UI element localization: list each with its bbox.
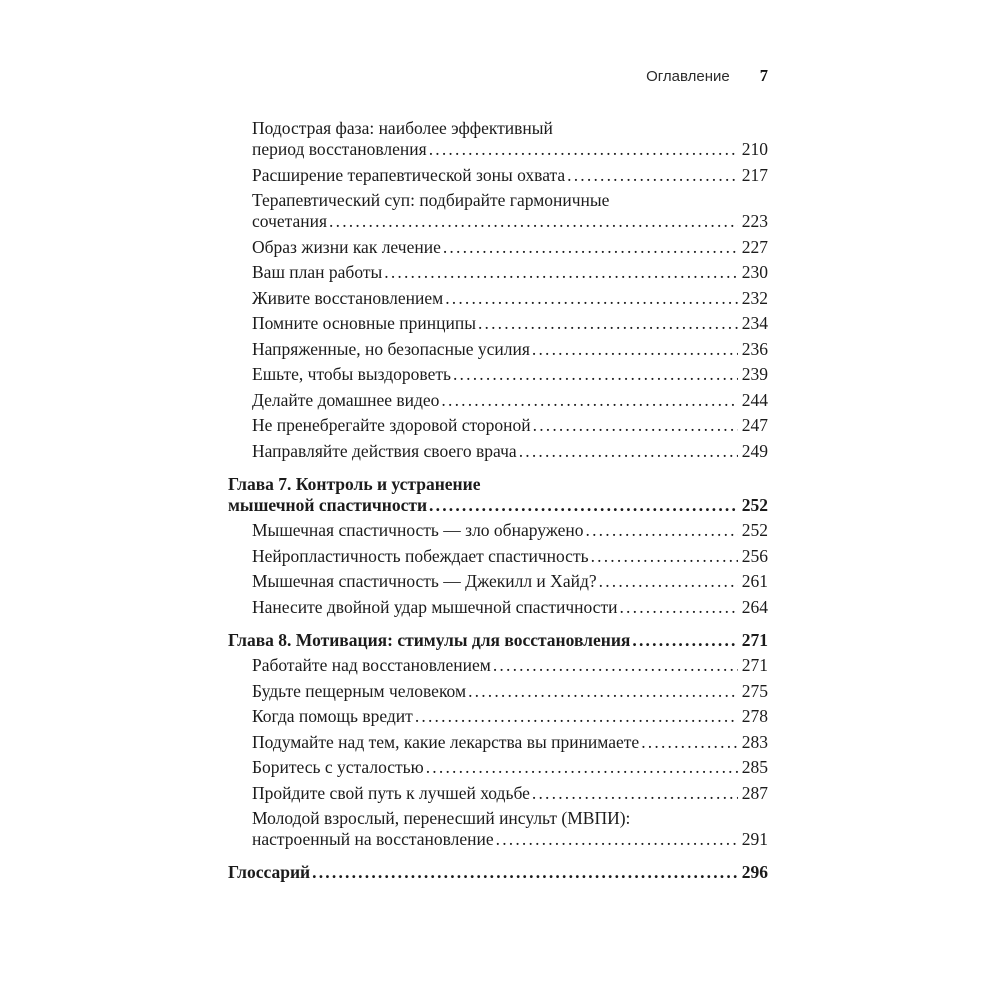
- toc-entry: [228, 706, 768, 727]
- toc-entry-main-line: [228, 862, 768, 883]
- toc-entry: [228, 757, 768, 778]
- toc-entry-main-line: [252, 783, 768, 804]
- toc-entry-title: Делайте домашнее видео: [252, 389, 440, 410]
- toc-entry-main-line: [252, 364, 768, 385]
- toc-entry-main-line: [228, 495, 768, 516]
- toc-entry-page-number: 227: [741, 236, 768, 257]
- toc-entry-title: период восстановления: [252, 139, 427, 159]
- toc-entry-page-number: 264: [741, 596, 768, 617]
- toc-entry: [228, 190, 768, 232]
- toc-entry: [228, 732, 768, 753]
- dot-leader: [429, 495, 738, 516]
- toc-entry-title: Работайте над восстановлением: [252, 655, 491, 675]
- dot-leader: [533, 415, 738, 436]
- toc-entry-page-number: 210: [741, 139, 768, 159]
- toc-entry-page-number: 230: [741, 262, 768, 282]
- dot-leader: [453, 364, 738, 385]
- toc-entry-page-number: 283: [741, 731, 768, 752]
- toc-entry: [228, 118, 768, 160]
- toc-entry-title: Не пренебрегайте здоровой стороной: [252, 415, 531, 435]
- toc-entry: [228, 339, 768, 360]
- toc-entry-title: настроенный на восстановление: [252, 829, 494, 849]
- toc-entry: [228, 441, 768, 462]
- toc-entry: [228, 546, 768, 567]
- dot-leader: [632, 630, 737, 651]
- toc-entry-title: Образ жизни как лечение: [252, 236, 441, 257]
- toc-entry-title: Пройдите свой путь к лучшей ходьбе: [252, 782, 530, 803]
- toc-entry: [228, 808, 768, 850]
- toc-entry-title: Боритесь с усталостью: [252, 757, 424, 777]
- toc-entry-page-number: 217: [741, 164, 768, 185]
- toc-chapter-entry: [228, 862, 768, 883]
- toc-entry-main-line: [252, 139, 768, 160]
- toc-entry-main-line: [252, 390, 768, 411]
- dot-leader: [493, 655, 738, 676]
- toc-entry-main-line: [252, 415, 768, 436]
- toc-entry: [228, 390, 768, 411]
- toc-entry-page-number: 247: [741, 415, 768, 435]
- toc-entry-page-number: 291: [741, 829, 768, 849]
- toc-entry-main-line: [252, 546, 768, 567]
- toc-entry-page-number: 234: [741, 313, 768, 333]
- dot-leader: [429, 139, 738, 160]
- toc-entry-title: Подумайте над тем, какие лекарства вы принимаете: [252, 731, 640, 752]
- toc-entry-page-number: 239: [741, 364, 768, 384]
- toc-entry: [228, 415, 768, 436]
- toc-entry-title: мышечной спастичности: [228, 494, 428, 515]
- toc-entry-title: Напряженные, но безопасные усилия: [252, 338, 530, 359]
- dot-leader: [415, 706, 738, 727]
- toc-entry: [228, 288, 768, 309]
- toc-entry-title: сочетания: [252, 211, 328, 231]
- toc-entry-page-number: 271: [741, 629, 768, 650]
- toc-entry-page-number: 249: [741, 440, 768, 461]
- book-page: [228, 66, 768, 888]
- toc-entry-text-line: Глава 7. Контроль и устранение: [228, 473, 481, 494]
- dot-leader: [641, 732, 738, 753]
- toc-list: [228, 118, 768, 883]
- toc-entry-page-number: 278: [741, 706, 768, 726]
- toc-entry-title: Будьте пещерным человеком: [252, 680, 467, 701]
- toc-entry-page-number: 252: [741, 494, 768, 515]
- dot-leader: [445, 288, 738, 309]
- dot-leader: [329, 211, 738, 232]
- toc-entry-page-number: 287: [741, 782, 768, 803]
- toc-entry-page-number: 256: [741, 545, 768, 566]
- toc-entry-main-line: [252, 262, 768, 283]
- dot-leader: [478, 313, 738, 334]
- toc-entry: [228, 681, 768, 702]
- toc-entry-title: Глава 8. Мотивация: стимулы для восстановления: [228, 629, 631, 650]
- toc-entry: [228, 313, 768, 334]
- toc-entry-main-line: [252, 441, 768, 462]
- toc-entry-main-line: [252, 211, 768, 232]
- toc-entry-title: Глоссарий: [228, 862, 311, 882]
- toc-entry-title: Когда помощь вредит: [252, 706, 413, 726]
- toc-entry-page-number: 232: [741, 287, 768, 308]
- toc-entry-title: Мышечная спастичность — Джекилл и Хайд?: [252, 571, 597, 591]
- toc-entry-title: Ваш план работы: [252, 262, 383, 282]
- dot-leader: [619, 597, 737, 618]
- toc-entry: [228, 364, 768, 385]
- dot-leader: [496, 829, 738, 850]
- dot-leader: [426, 757, 738, 778]
- header-page-number: 7: [759, 66, 768, 85]
- toc-entry-page-number: 296: [741, 862, 768, 882]
- toc-entry-page-number: 275: [741, 680, 768, 701]
- toc-entry-main-line: [228, 630, 768, 651]
- toc-entry-page-number: 271: [741, 655, 768, 675]
- toc-entry-title: Ешьте, чтобы выздороветь: [252, 364, 451, 384]
- toc-entry-main-line: [252, 757, 768, 778]
- dot-leader: [441, 390, 737, 411]
- toc-entry-main-line: [252, 655, 768, 676]
- toc-chapter-entry: [228, 474, 768, 516]
- toc-entry-page-number: 223: [741, 211, 768, 231]
- page-header: [228, 66, 768, 86]
- toc-entry-title: Нейропластичность побеждает спастичность: [252, 545, 589, 566]
- toc-entry: [228, 520, 768, 541]
- toc-entry-page-number: 252: [741, 520, 768, 540]
- toc-entry: [228, 783, 768, 804]
- toc-entry: [228, 165, 768, 186]
- dot-leader: [532, 783, 738, 804]
- toc-entry-main-line: [252, 597, 768, 618]
- dot-leader: [384, 262, 738, 283]
- toc-entry-text-line: Подострая фаза: наиболее эффективный: [252, 118, 553, 138]
- toc-entry-title: Направляйте действия своего врача: [252, 440, 517, 461]
- toc-entry-title: Помните основные принципы: [252, 313, 476, 333]
- toc-entry-title: Расширение терапевтической зоны охвата: [252, 164, 566, 185]
- dot-leader: [443, 237, 738, 258]
- toc-entry: [228, 237, 768, 258]
- dot-leader: [591, 546, 738, 567]
- toc-entry-main-line: [252, 829, 768, 850]
- toc-entry-main-line: [252, 681, 768, 702]
- toc-entry-text-line: Терапевтический суп: подбирайте гармоничные: [252, 190, 610, 210]
- toc-entry-page-number: 261: [741, 571, 768, 591]
- dot-leader: [519, 441, 738, 462]
- toc-entry-main-line: [252, 237, 768, 258]
- toc-entry: [228, 597, 768, 618]
- toc-entry-main-line: [252, 732, 768, 753]
- toc-chapter-entry: [228, 630, 768, 651]
- toc-entry-page-number: 285: [741, 757, 768, 777]
- toc-entry-main-line: [252, 165, 768, 186]
- toc-entry-main-line: [252, 706, 768, 727]
- toc-entry-page-number: 244: [741, 389, 768, 410]
- toc-entry-main-line: [252, 339, 768, 360]
- dot-leader: [468, 681, 738, 702]
- toc-entry-main-line: [252, 571, 768, 592]
- toc-entry-title: Нанесите двойной удар мышечной спастичности: [252, 596, 618, 617]
- toc-entry-main-line: [252, 520, 768, 541]
- toc-entry-text-line: Молодой взрослый, перенесший инсульт (МВПИ):: [252, 808, 631, 828]
- toc-entry: [228, 571, 768, 592]
- toc-entry-page-number: 236: [741, 338, 768, 359]
- toc-entry-title: Мышечная спастичность — зло обнаружено: [252, 520, 584, 540]
- toc-entry: [228, 262, 768, 283]
- dot-leader: [586, 520, 738, 541]
- header-section-title: Оглавление: [646, 68, 730, 85]
- dot-leader: [599, 571, 738, 592]
- toc-entry-title: Живите восстановлением: [252, 287, 444, 308]
- toc-entry-main-line: [252, 288, 768, 309]
- dot-leader: [567, 165, 738, 186]
- toc-entry: [228, 655, 768, 676]
- dot-leader: [532, 339, 738, 360]
- dot-leader: [312, 862, 738, 883]
- toc-entry-main-line: [252, 313, 768, 334]
